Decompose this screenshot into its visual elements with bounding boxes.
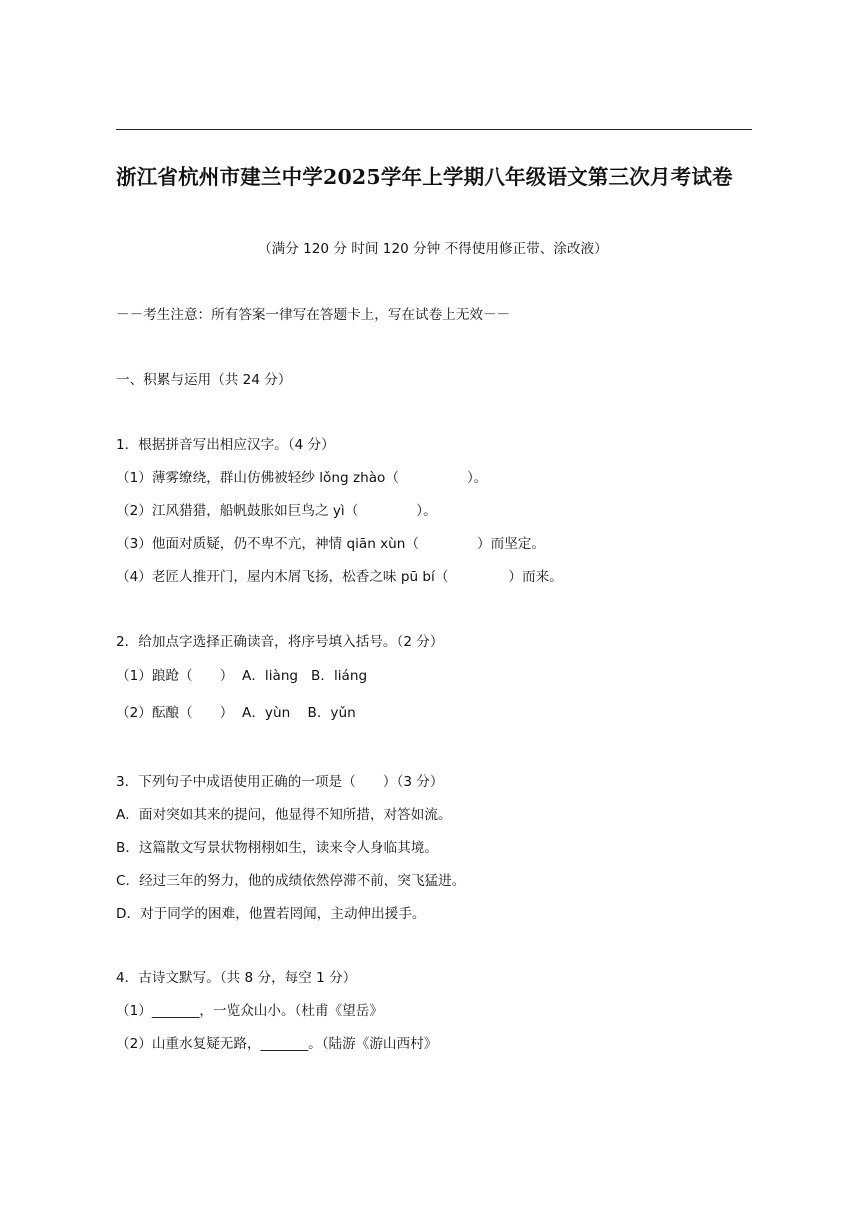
question-3-option: A．面对突如其来的提问，他显得不知所措，对答如流。: [116, 807, 452, 823]
question-1-item: [116, 568, 563, 586]
exam-notice: －－考生注意：所有答案一律写在答题卡上，写在试卷上无效－－: [116, 307, 511, 323]
exam-title: 浙江省杭州市建兰中学2025学年上学期八年级语文第三次月考试卷: [116, 165, 733, 189]
item-text: （1）薄雾缭绕，群山仿佛被轻纱 lǒng zhào（: [116, 470, 399, 486]
item-text: ）。: [416, 503, 437, 519]
question-4-item: （2）山重水复疑无路，_______。（陆游《游山西村》: [116, 1036, 438, 1052]
question-1-item: [116, 502, 437, 520]
question-2-stem: 2．给加点字选择正确读音，将序号填入括号。（2 分）: [116, 634, 444, 650]
question-3-stem: 3．下列句子中成语使用正确的一项是（ ）（3 分）: [116, 774, 444, 790]
question-3-option: B．这篇散文写景状物栩栩如生，读来令人身临其境。: [116, 840, 438, 856]
question-4-stem: 4．古诗文默写。（共 8 分，每空 1 分）: [116, 970, 357, 986]
question-1-stem: 1．根据拼音写出相应汉字。（4 分）: [116, 437, 335, 453]
item-text: （2）江风猎猎，船帆鼓胀如巨鸟之 yì（: [116, 503, 359, 519]
question-3-option: C．经过三年的努力，他的成绩依然停滞不前，突飞猛进。: [116, 873, 466, 889]
question-3-option: D．对于同学的困难，他置若罔闻，主动伸出援手。: [116, 906, 426, 922]
top-divider: [116, 129, 752, 130]
exam-subtitle: （满分 120 分 时间 120 分钟 不得使用修正带、涂改液）: [258, 241, 608, 257]
item-text: （4）老匠人推开门，屋内木屑飞扬，松香之味 pū bí（: [116, 569, 449, 585]
question-2-item: （2）酝酿（ ） A．yùn B．yǔn: [116, 705, 356, 721]
question-1-item: [116, 535, 545, 553]
question-2-item: （1）踉跄（ ） A．liàng B．liáng: [116, 668, 368, 684]
item-text: ）而坚定。: [477, 536, 545, 552]
section-heading: 一、积累与运用（共 24 分）: [116, 372, 292, 388]
question-4-item: （1）_______，一览众山小。（杜甫《望岳》: [116, 1003, 383, 1019]
item-text: ）而来。: [508, 569, 563, 585]
item-text: （3）他面对质疑，仍不卑不亢，神情 qiān xùn（: [116, 536, 420, 552]
item-text: ）。: [466, 470, 488, 486]
question-1-item: [116, 469, 487, 487]
